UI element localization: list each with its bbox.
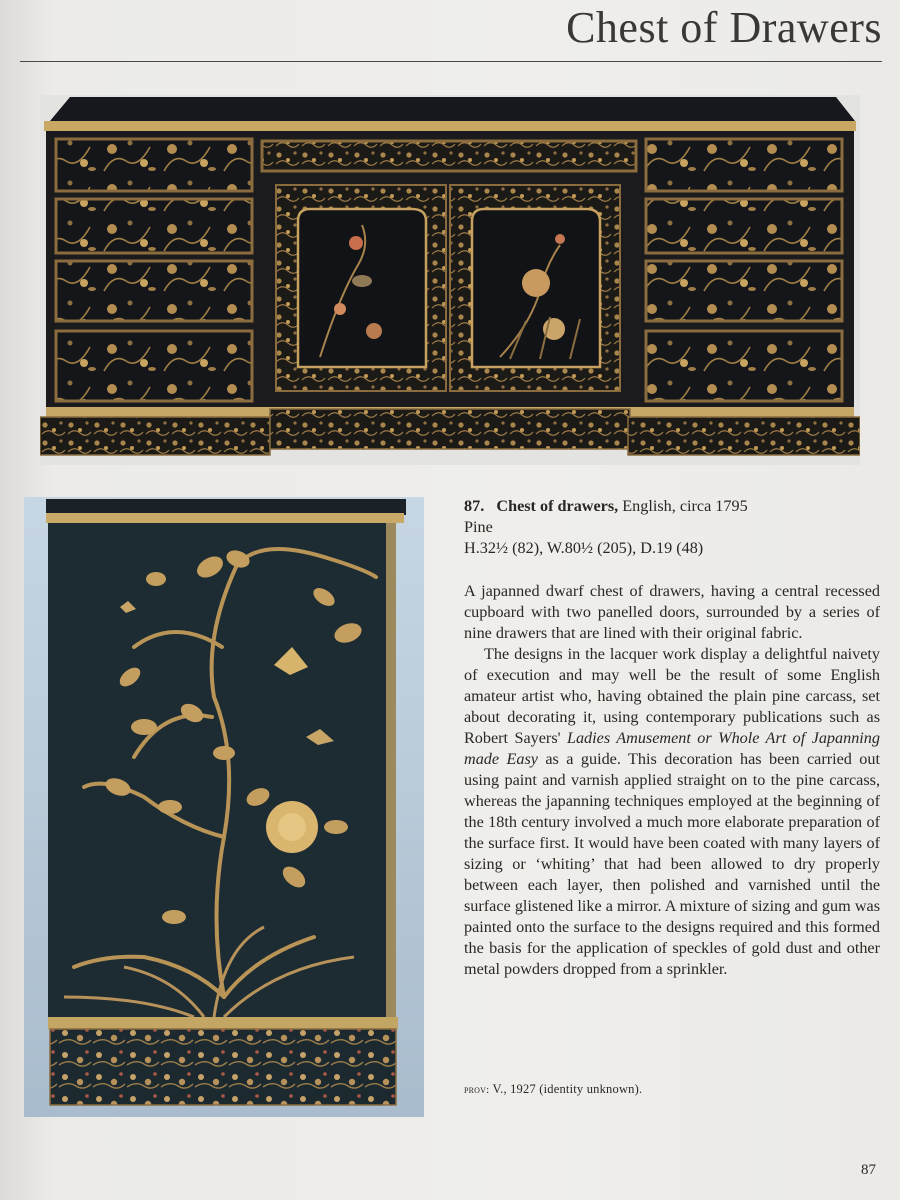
paragraph-2 [464,644,880,980]
page-title: Chest of Drawers [566,3,882,52]
provenance-note [464,1082,642,1097]
description-text [464,581,880,980]
chest-side-photo [24,497,424,1117]
chest-front-photo [40,95,860,465]
header-rule [20,61,882,62]
book-title: Ladies Amusement or Whole Art of Japanning made Easy [464,729,880,768]
caption-heading [464,496,882,517]
object-dimensions: H.32½ (82), W.80½ (205), D.19 (48) [464,539,704,557]
paragraph-2-part-b: as a guide. This decoration has been carried out using paint and varnish applied straight on to the pine carcass, whereas the japanning techniques employed at the beginning of the 18th century involved a much more elaborate preparation of the surface first. It would have been coated with many layers of sizing or ‘whiting’ that had been allowed to dry properly between each layer, then polished and varnished until the surface glistened like a mirror. A mixture of sizing and gum was painted onto the surface to the designs required and this formed the basis for the application of speckles of gold dust and other metal powders dropped from a sprinkler. [464,750,880,978]
right-drawers [646,139,842,401]
paragraph-1: A japanned dwarf chest of drawers, having a central recessed cupboard with two panelled doors, surrounded by a series of nine drawers that are lined with their original fabric. [464,582,880,642]
provenance-text: V., 1927 (identity unknown). [489,1082,643,1096]
paragraph-2-part-a: The designs in the lacquer work display a delightful naivety of execution and may well be the result of some English amateur artist who, having obtained the plain pine carcass, set about decorating it, using contemporary publications such as Robert Sayers' [464,645,880,747]
object-material: Pine [464,518,493,536]
object-title: Chest of drawers, [496,497,619,515]
provenance-label: prov: [464,1084,490,1096]
plate-caption [464,496,882,559]
page-number: 87 [861,1162,876,1178]
object-origin: English, circa 1795 [622,497,748,515]
plate-number: 87. [464,497,485,515]
left-drawers [56,139,252,401]
